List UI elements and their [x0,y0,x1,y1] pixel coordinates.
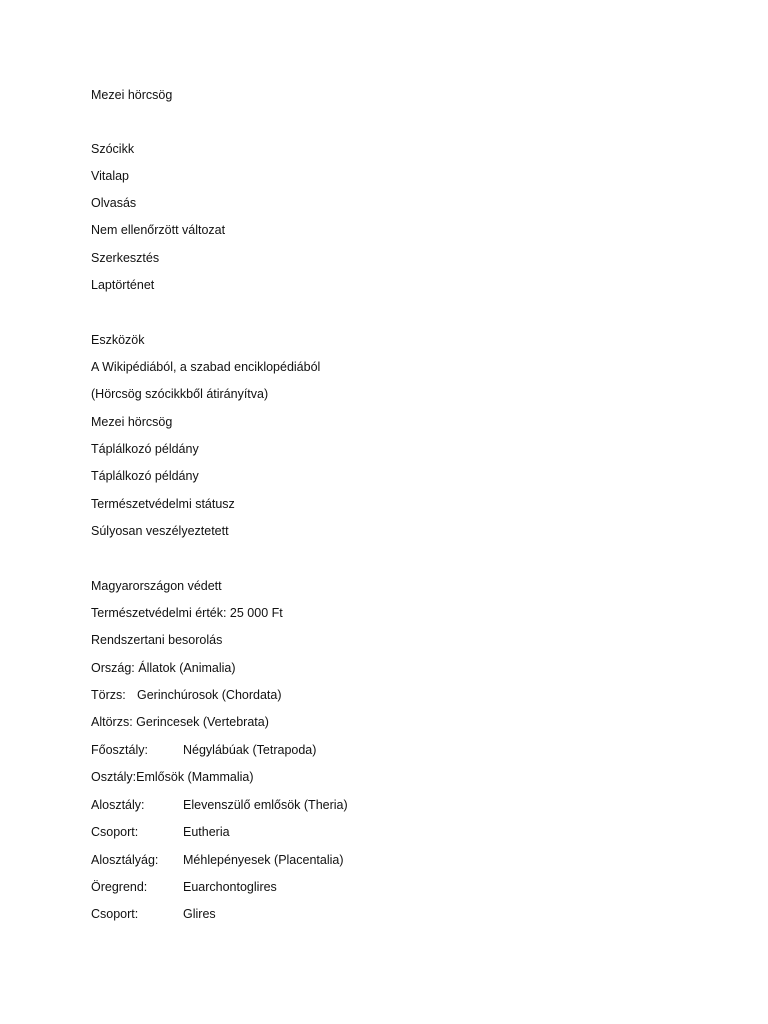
taxonomy-row-orszag [91,660,236,676]
taxonomy-value: Méhlepényesek (Placentalia) [183,853,344,867]
source-line: A Wikipédiából, a szabad enciklopédiából [91,360,321,374]
taxonomy-label: Csoport: [91,825,139,839]
taxonomy-row-foosztaly [91,742,391,758]
taxonomy-row-osztaly [91,769,254,785]
taxonomy-value: Emlősök (Mammalia) [136,770,254,784]
taxonomy-value: Euarchontoglires [183,880,277,894]
tools-label[interactable]: Eszközök [91,333,145,347]
taxonomy-label: Osztály: [91,770,137,784]
taxonomy-value: Négylábúak (Tetrapoda) [183,743,317,757]
taxonomy-row-alosztalyag [91,852,391,868]
taxonomy-row-altorzs [91,714,269,730]
protected-in-hungary: Magyarországon védett [91,579,222,593]
page-title: Mezei hörcsög [91,88,173,102]
conservation-value: Természetvédelmi érték: 25 000 Ft [91,606,283,620]
redirect-note: (Hörcsög szócikkből átirányítva) [91,387,269,401]
taxonomy-row-csoport-1 [91,824,391,840]
infobox-title: Mezei hörcsög [91,415,173,429]
taxonomy-heading: Rendszertani besorolás [91,633,223,647]
taxonomy-label: Csoport: [91,907,139,921]
taxonomy-label: Alosztály: [91,798,145,812]
taxonomy-label: Törzs: [91,688,126,702]
image-caption-2: Táplálkozó példány [91,469,199,483]
taxonomy-label: Öregrend: [91,880,148,894]
taxonomy-value: Glires [183,907,216,921]
nav-item-szerkesztes[interactable]: Szerkesztés [91,251,160,265]
image-caption-1: Táplálkozó példány [91,442,199,456]
taxonomy-row-torzs [91,687,391,703]
nav-item-unreviewed-version[interactable]: Nem ellenőrzött változat [91,223,226,237]
taxonomy-value: Gerincesek (Vertebrata) [136,715,269,729]
taxonomy-label: Alosztályág: [91,853,159,867]
taxonomy-row-csoport-2 [91,906,391,922]
nav-item-olvasas[interactable]: Olvasás [91,196,137,210]
taxonomy-label: Főosztály: [91,743,148,757]
nav-item-vitalap[interactable]: Vitalap [91,169,129,183]
taxonomy-value: Állatok (Animalia) [138,661,236,675]
taxonomy-value: Elevenszülő emlősök (Theria) [183,798,348,812]
taxonomy-label: Ország: [91,661,135,675]
taxonomy-row-alosztaly [91,797,391,813]
nav-item-laptortenet[interactable]: Laptörténet [91,278,155,292]
taxonomy-value: Eutheria [183,825,230,839]
taxonomy-value: Gerinchúrosok (Chordata) [137,688,282,702]
conservation-status-value: Súlyosan veszélyeztetett [91,524,229,538]
taxonomy-row-oregrend [91,879,391,895]
nav-item-szocikk[interactable]: Szócikk [91,142,135,156]
taxonomy-label: Altörzs: [91,715,133,729]
conservation-status-heading: Természetvédelmi státusz [91,497,235,511]
